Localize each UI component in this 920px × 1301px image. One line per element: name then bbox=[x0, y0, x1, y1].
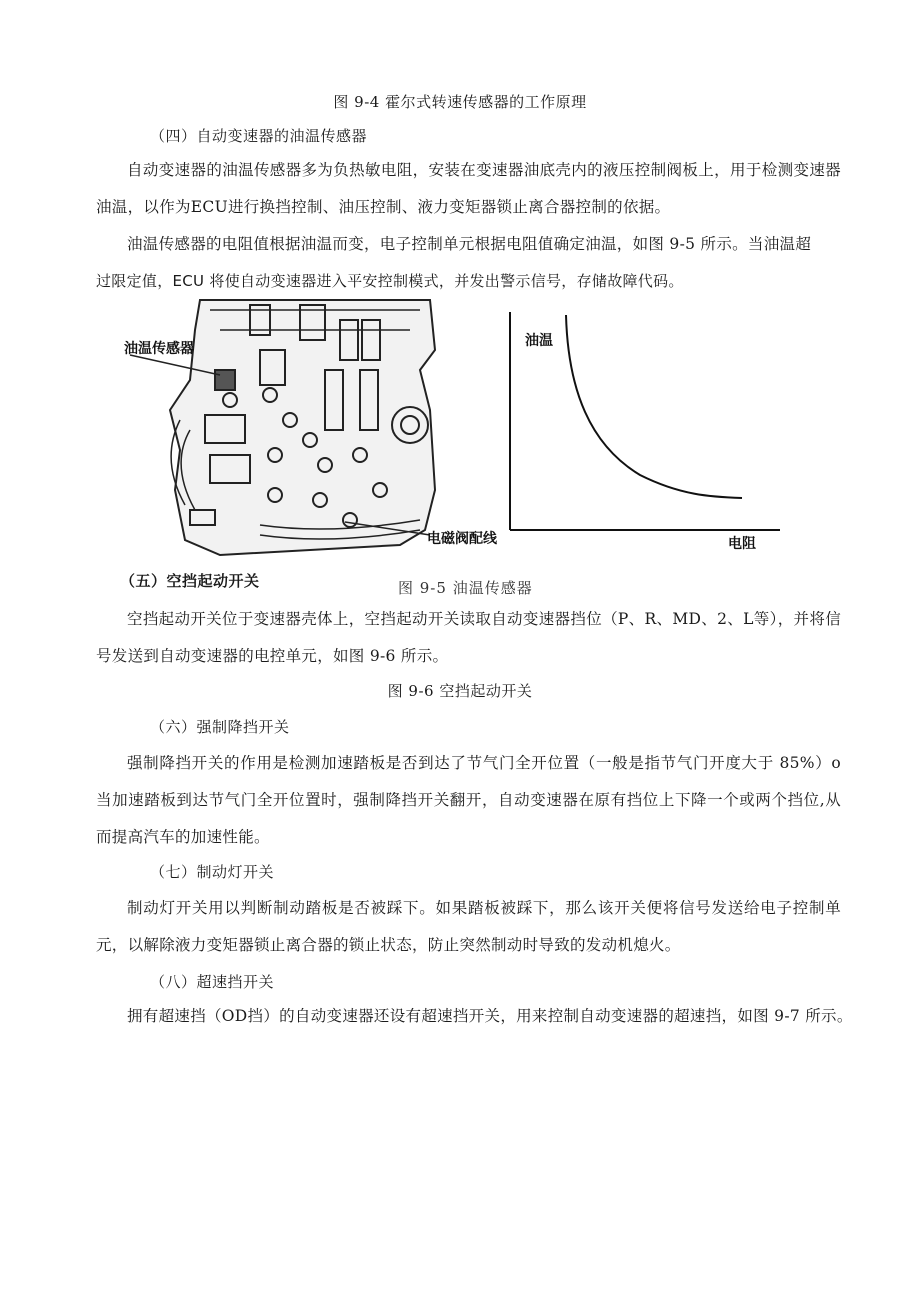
paragraph-kickdown-switch: 强制降挡开关的作用是检测加速踏板是否到达了节气门全开位置（一般是指节气门开度大于 85%）o 当加速踏板到达节气门全开位置时，强制降挡开关翻开，自动变速器在原有挡位上下降一个或两个挡位,从而提高汽车的加速性能。 bbox=[96, 754, 841, 846]
chart-curve bbox=[566, 315, 742, 498]
paragraph-oil-temp-line-2: 过限定值，ECU 将使自动变速器进入平安控制模式，并发出警示信号，存储故障代码。 bbox=[96, 272, 684, 290]
paragraph-brake-light-switch: 制动灯开关用以判断制动踏板是否被踩下。如果踏板被踩下，那么该开关便将信号发送给电子控制单元，以解除液力变矩器锁止离合器的锁止状态，防止突然制动时导致的发动机熄火。 bbox=[96, 899, 841, 954]
sensor-label: 油温传感器 bbox=[124, 341, 194, 357]
figure-caption-9-5: 图 9-5 油温传感器 bbox=[398, 579, 533, 597]
figure-caption-9-6: 图 9-6 空挡起动开关 bbox=[387, 682, 533, 700]
paragraph-neutral-start-switch: 空挡起动开关位于变速器壳体上，空挡起动开关读取自动变速器挡位（P、R、MD、2、L等），并将信号发送到自动变速器的电控单元，如图 9-6 所示。 bbox=[96, 610, 841, 665]
figure-caption-9-4: 图 9-4 霍尔式转速传感器的工作原理 bbox=[333, 93, 587, 111]
section-heading-4: （四）自动变速器的油温传感器 bbox=[150, 127, 368, 145]
figure-9-5 bbox=[100, 290, 820, 600]
chart-x-label: 电阻 bbox=[728, 536, 756, 552]
chart-y-label: 油温 bbox=[525, 333, 553, 349]
section-heading-5: （五）空挡起动开关 bbox=[120, 572, 260, 590]
figure-drawing bbox=[100, 290, 820, 600]
paragraph-oil-temp-line-1: 油温传感器的电阻值根据油温而变，电子控制单元根据电阻值确定油温，如图 9-5 所示。当油温超 bbox=[127, 235, 812, 253]
wire-label: 电磁阀配线 bbox=[427, 531, 497, 547]
paragraph-oil-temp-sensor: 自动变速器的油温传感器多为负热敏电阻，安装在变速器油底壳内的液压控制阀板上，用于检测变速器油温，以作为ECU进行换挡控制、油压控制、液力变矩器锁止离合器控制的依据。 bbox=[96, 161, 841, 216]
section-heading-7: （七）制动灯开关 bbox=[150, 863, 275, 881]
paragraph-overdrive-switch: 拥有超速挡（OD挡）的自动变速器还设有超速挡开关，用来控制自动变速器的超速挡，如图 9-7 所示。 bbox=[127, 1007, 853, 1025]
section-heading-6: （六）强制降挡开关 bbox=[150, 718, 290, 736]
section-heading-8: （八）超速挡开关 bbox=[150, 973, 275, 991]
